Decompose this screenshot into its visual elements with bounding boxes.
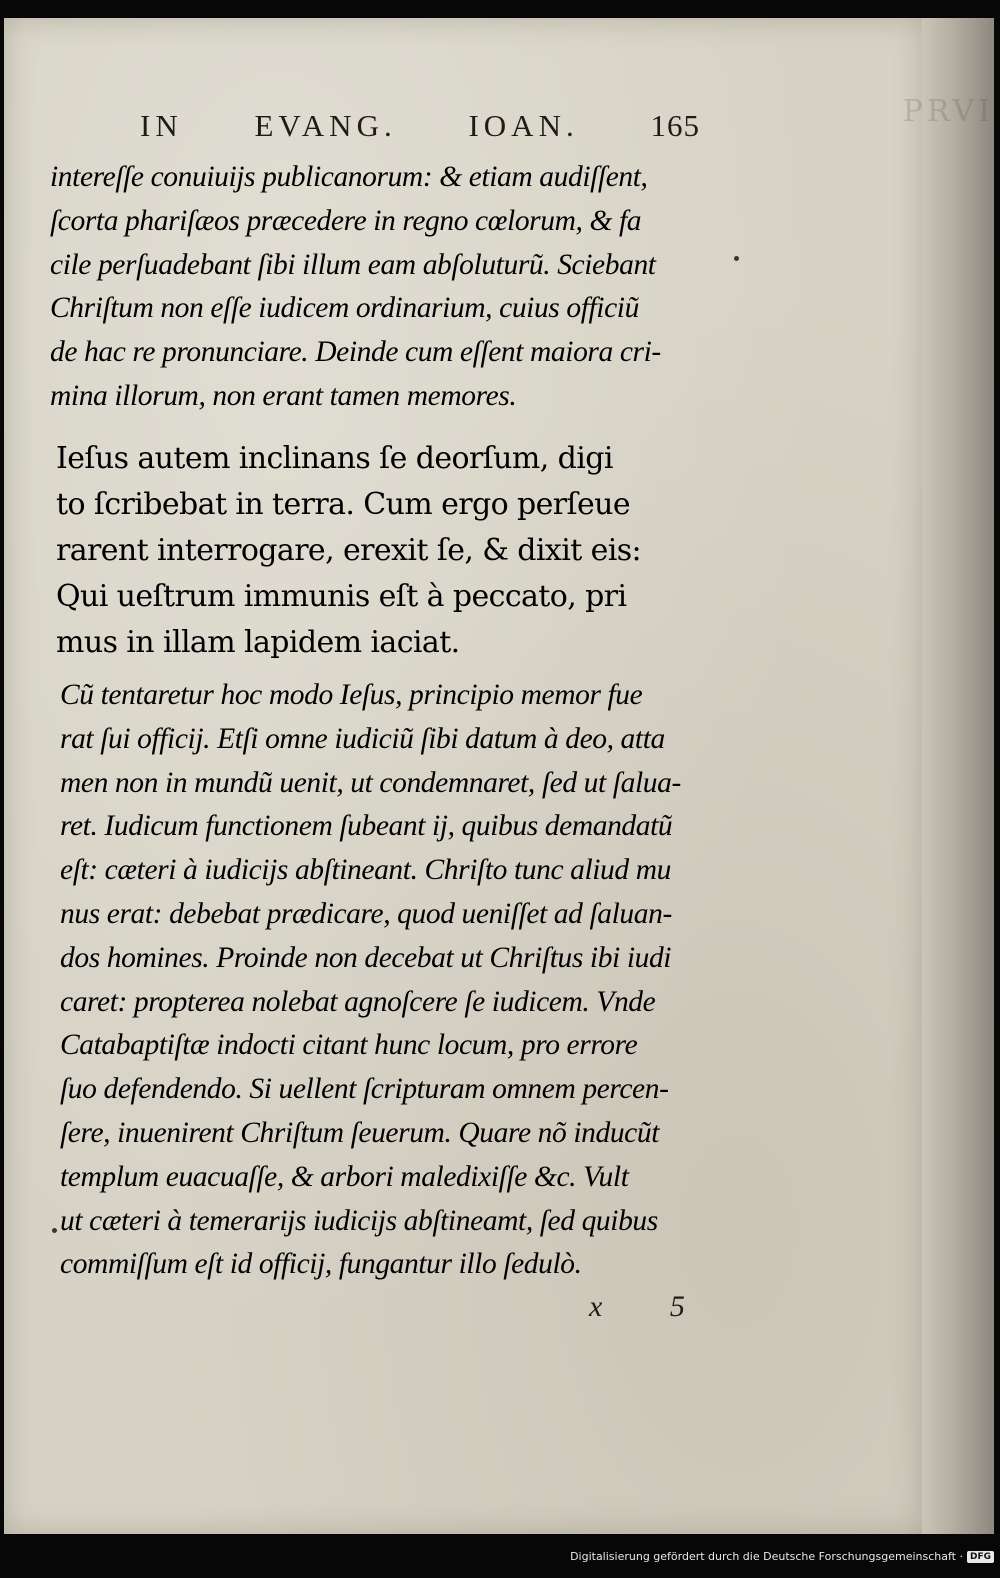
scripture-line: Qui ueſtrum immunis eſt à peccato, pri [56,579,627,614]
commentary-line: ret. Iudicum functionem ſubeant ij, quibus demandatũ [60,810,673,843]
scripture-line: mus in illam lapidem iaciat. [56,625,460,660]
signature-mark: x 5 [589,1290,715,1323]
margin-dot [734,256,739,261]
commentary-line: ut cæteri à temerarijs iudicijs abſtineamt, ſed quibus [60,1204,658,1237]
commentary-line: ſere, inuenirent Chriſtum ſeuerum. Quare nõ inducũt [60,1116,660,1149]
commentary-line: de hac re pronunciare. Deinde cum eſſent maiora cri- [50,336,661,369]
running-head [140,108,700,144]
running-head-ioan: IOAN. [468,108,579,143]
running-head-in: IN [140,108,183,143]
commentary-line: cile perſuadebant ſibi illum eam abſoluturũ. Sciebant [50,248,656,281]
page-edge-gutter [902,18,994,1534]
page-number: 165 [650,108,700,143]
show-through-text: PRVI [902,94,994,129]
scripture-block [56,436,736,666]
commentary-line: Chriſtum non eſſe iudicem ordinarium, cuius officiũ [50,292,639,325]
running-head-evang: EVANG. [254,108,397,143]
commentary-line: commiſſum eſt id officij, fungantur illo ſedulò. [60,1248,582,1281]
commentary-line: templum euacuaſſe, & arbori maledixiſſe &c. Vult [60,1160,629,1193]
commentary-line: dos homines. Proinde non decebat ut Chriſtus ibi iudi [60,941,672,974]
scripture-line: Ieſus autem inclinans ſe deorſum, digi [56,441,613,476]
commentary-line: caret: propterea nolebat agnoſcere ſe iudicem. Vnde [60,985,656,1018]
commentary-block-1 [50,156,730,419]
dfg-logo: DFG [967,1551,994,1563]
commentary-line: Catabaptiſtæ indocti citant hunc locum, pro errore [60,1029,638,1062]
commentary-line: intereſſe conuiuijs publicanorum: & etiam audiſſent, [50,161,648,193]
commentary-line: ſuo defendendo. Si uellent ſcripturam omnem percen- [60,1073,669,1106]
commentary-line: rat ſui officij. Etſi omne iudiciũ ſibi datum à deo, atta [60,722,665,755]
credit-text: Digitalisierung gefördert durch die Deutsche Forschungsgemeinschaft · [570,1550,963,1563]
scripture-line: to ſcribebat in terra. Cum ergo perſeue [56,487,631,522]
commentary-line: men non in mundũ uenit, ut condemnaret, ſed ut ſalua- [60,766,681,799]
book-page [4,18,922,1534]
commentary-line: ſcorta phariſæos præcedere in regno cœlorum, & fa [50,204,642,237]
commentary-line: eſt: cæteri à iudicijs abſtineant. Chriſto tunc aliud mu [60,854,671,887]
commentary-line: mina illorum, non erant tamen memores. [50,379,517,412]
scripture-line: rarent interrogare, erexit ſe, & dixit eis: [56,533,642,568]
margin-dot [52,1228,57,1233]
commentary-line: nus erat: debebat prædicare, quod ueniſſet ad ſaluan- [60,897,672,930]
digitization-credit [570,1550,994,1563]
commentary-line: Cũ tentaretur hoc modo Ieſus, principio memor fue [60,679,643,711]
commentary-block-2 [60,674,740,1287]
